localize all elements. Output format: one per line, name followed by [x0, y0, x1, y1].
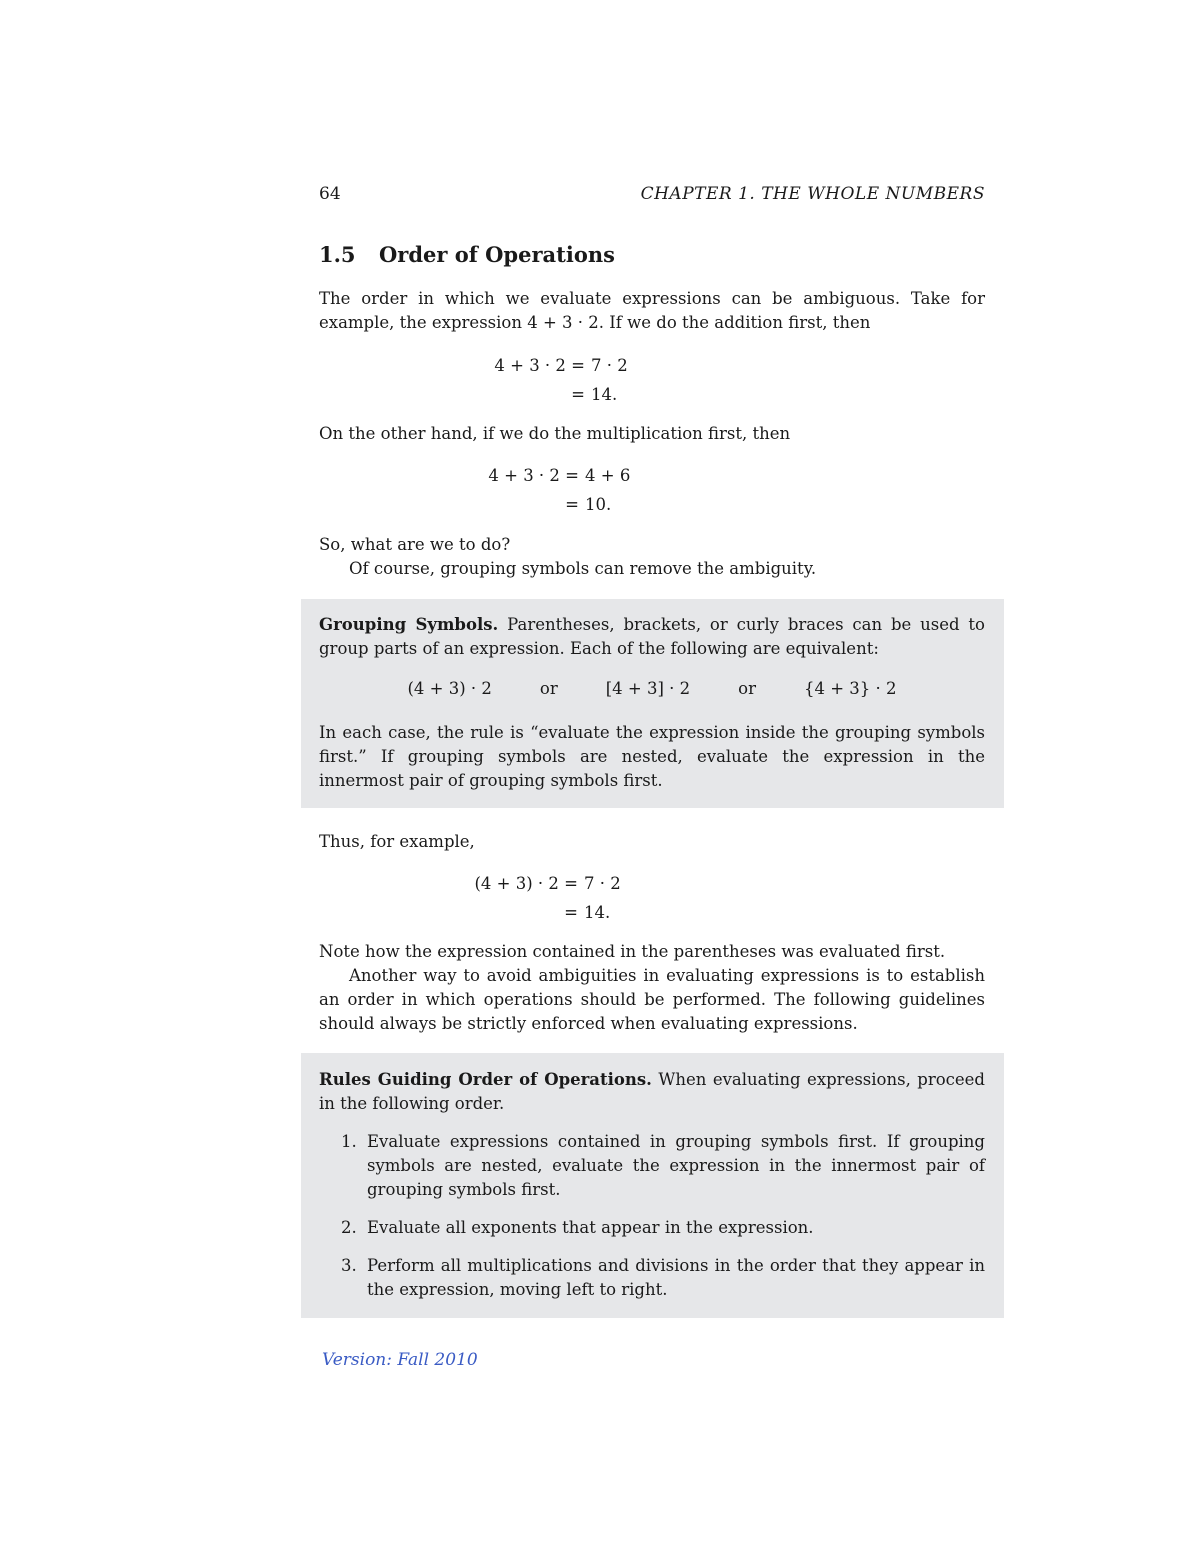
list-text: Perform all multiplications and divisions in the order that they appear in the expression, moving left to right.: [367, 1256, 985, 1299]
paragraph-note: [319, 940, 985, 1036]
section-title: Order of Operations: [379, 242, 615, 267]
expression-braces: {4 + 3} · 2: [803, 679, 897, 698]
grouping-rule-text: [319, 721, 985, 793]
order-of-operations-box: [301, 1053, 1004, 1318]
list-number: 3.: [341, 1256, 357, 1275]
eq-lhs: =: [571, 385, 585, 404]
paragraph-text: Thus, for example,: [319, 832, 475, 851]
expression-parentheses: (4 + 3) · 2: [407, 679, 492, 698]
rules-intro: [319, 1068, 985, 1116]
paragraph-text: So, what are we to do?: [319, 535, 511, 554]
or-text: or: [738, 679, 756, 698]
box-text: In each case, the rule is “evaluate the expression inside the grouping symbols first.” If grouping symbols are nested, evaluate the expression in the innermost pair of grouping symbols first.: [319, 723, 985, 790]
list-item: [319, 1216, 985, 1240]
paragraph-text: On the other hand, if we do the multiplication first, then: [319, 424, 791, 443]
paragraph-other-hand: [319, 422, 985, 446]
eq-rhs: 7 · 2: [591, 356, 628, 375]
eq-rhs: 10.: [585, 495, 612, 514]
eq-rhs: 14.: [591, 385, 618, 404]
equation-multiplication-first: [439, 461, 630, 519]
list-text: Evaluate all exponents that appear in the expression.: [367, 1218, 814, 1237]
box-text: Parentheses, brackets, or curly braces can be used to group parts of an expression. Each of the following are equivalent:: [319, 615, 985, 658]
eq-lhs: 4 + 3 · 2 =: [494, 356, 585, 375]
eq-rhs: 7 · 2: [584, 874, 621, 893]
paragraph-text: The order in which we evaluate expressions can be ambiguous. Take for example, the expression 4 + 3 · 2. If we do the addition first, then: [319, 289, 985, 332]
eq-lhs: =: [564, 903, 578, 922]
paragraph-thus: [319, 830, 985, 854]
list-text: Evaluate expressions contained in grouping symbols first. If grouping symbols are nested, evaluate the expression in the innermost pair of grouping symbols first.: [367, 1132, 985, 1199]
eq-lhs: 4 + 3 · 2 =: [488, 466, 579, 485]
eq-lhs: =: [565, 495, 579, 514]
paragraph-text: Note how the expression contained in the parentheses was evaluated first.: [319, 942, 946, 961]
paragraph-text: Another way to avoid ambiguities in evaluating expressions is to establish an order in which operations should be performed. The following guidelines should always be strictly enforced when evaluating expressions.: [319, 966, 985, 1033]
or-text: or: [539, 679, 558, 698]
list-number: 2.: [341, 1218, 357, 1237]
section-heading: [319, 242, 615, 267]
equation-addition-first: [445, 351, 628, 409]
eq-lhs: (4 + 3) · 2 =: [474, 874, 578, 893]
grouping-symbols-text: [319, 613, 985, 661]
grouping-symbols-box: [301, 599, 1004, 808]
expression-brackets: [4 + 3] · 2: [605, 679, 691, 698]
box-text: When evaluating expressions, proceed in the following order.: [319, 1070, 985, 1113]
intro-paragraph: [319, 287, 985, 335]
paragraph-text: Of course, grouping symbols can remove the ambiguity.: [349, 559, 817, 578]
list-item: [319, 1254, 985, 1302]
paragraph-what-to-do: [319, 533, 985, 581]
eq-rhs: 4 + 6: [585, 466, 631, 485]
section-number: 1.5: [319, 242, 356, 267]
box-title: Rules Guiding Order of Operations.: [319, 1070, 652, 1089]
rules-list: [319, 1130, 985, 1316]
version-footer: Version: Fall 2010: [322, 1350, 478, 1370]
eq-rhs: 14.: [584, 903, 611, 922]
page-number: 64: [319, 184, 341, 204]
list-number: 1.: [341, 1132, 357, 1151]
equation-example: [438, 869, 621, 927]
box-title: Grouping Symbols.: [319, 615, 499, 634]
chapter-title: CHAPTER 1. THE WHOLE NUMBERS: [640, 184, 985, 204]
list-item: [319, 1130, 985, 1202]
